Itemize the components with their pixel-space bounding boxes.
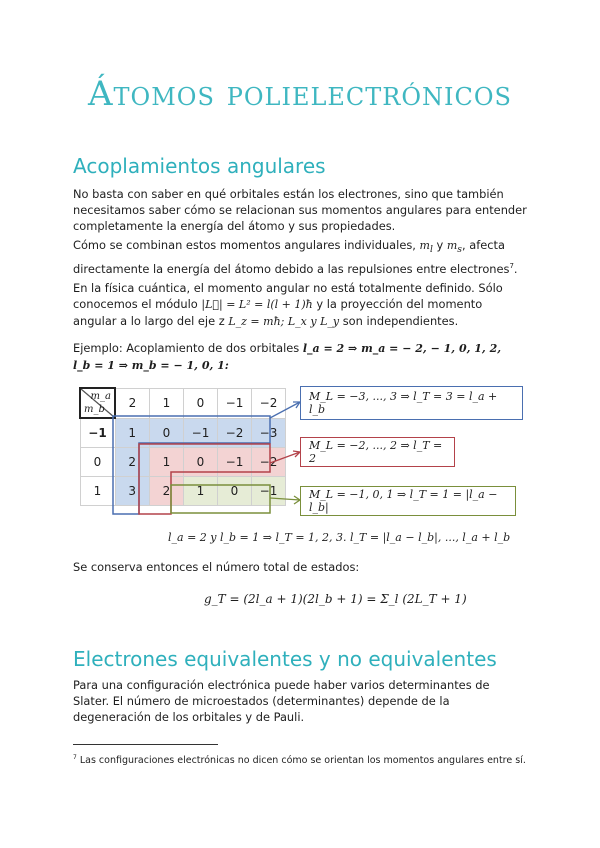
footnote-divider: [73, 744, 218, 745]
section-heading-acoplamientos: Acoplamientos angulares: [73, 154, 326, 178]
col-header: 2: [115, 388, 150, 418]
ml-symbol: $m_l$: [419, 239, 433, 256]
table-cell: 0: [150, 418, 184, 448]
paragraph-example: Ejemplo: Acoplamiento de dos orbitales l_a = 2 ⇒ m_a = − 2, − 1, 0, 1, 2, l_b = 1 ⇒ m_b = − 1, 0, 1:: [73, 341, 502, 372]
table-cell: −2: [218, 418, 252, 448]
col-header: −1: [218, 388, 252, 418]
table-cell: 1: [184, 477, 218, 506]
table-cell: −2: [252, 448, 286, 477]
states-equation: g_T = (2l_a + 1)(2l_b + 1) = Σ_l (2L_T + 1): [204, 592, 467, 606]
col-header: −2: [252, 388, 286, 418]
table-cell: 0: [218, 477, 252, 506]
table-cell: −1: [184, 418, 218, 448]
col-header: 1: [150, 388, 184, 418]
table-cell: 2: [115, 448, 150, 477]
paragraph-combination: Cómo se combinan estos momentos angulares individuales, $m_l$ y $m_s$, afecta directamente la energía del átomo debido a las repulsiones entre electrones$^7$.: [73, 238, 518, 276]
box-lt-1: M_L = −1, 0, 1 ⇒ l_T = 1 = |l_a − l_b|: [300, 486, 516, 516]
box-lt-3: M_L = −3, ..., 3 ⇒ l_T = 3 = l_a + l_b: [300, 386, 523, 420]
example-equation-a: l_a = 2 ⇒ m_a = − 2, − 1, 0, 1, 2,: [302, 342, 502, 355]
green-region-outline: [171, 485, 270, 513]
table-cell: −1: [218, 448, 252, 477]
col-header: 0: [184, 388, 218, 418]
footnote: $^7$ Las configuraciones electrónicas no dicen cómo se orientan los momentos angulares entre sí.: [73, 754, 526, 767]
table-cell: 2: [150, 477, 184, 506]
blue-arrow: [270, 402, 300, 418]
red-arrow: [270, 452, 300, 463]
paragraph-slater: Para una configuración electrónica puede haber varios determinantes de Slater. El número de microestados (determinantes) depende de la degeneración de los orbitales y de Pauli.: [73, 678, 490, 724]
module-equation: |L⃗| = L² = l(l + 1)ħ: [201, 298, 313, 311]
row-header: −1: [80, 418, 115, 448]
red-region-outline: [139, 444, 270, 514]
table-corner: m_a m_b: [80, 388, 115, 418]
table-cell: 1: [115, 418, 150, 448]
blue-region-outline: [113, 416, 270, 514]
page-title: Átomos polielectrónicos: [87, 74, 513, 114]
paragraph-intro: No basta con saber en qué orbitales están los electrones, sino que también necesitamos saber cómo se relacionan sus momentos angulares para entender completamente la energía del átomo y sus propiedades.: [73, 187, 527, 233]
row-header: 1: [80, 477, 115, 506]
table-cell: 1: [150, 448, 184, 477]
example-equation-b: l_b = 1 ⇒ m_b = − 1, 0, 1:: [73, 359, 229, 372]
paragraph-quantum: En la física cuántica, el momento angular no está totalmente definido. Sólo conocemos el módulo |L⃗| = L² = l(l + 1)ħ y la proyección del momento angular a lo largo del eje z L_z = mħ; L_x y L_y son independientes.: [73, 281, 503, 328]
green-arrow: [270, 498, 300, 500]
ms-symbol: $m_s$: [446, 239, 462, 256]
row-header: 0: [80, 448, 115, 477]
summary-equation: l_a = 2 y l_b = 1 ⇒ l_T = 1, 2, 3. l_T = |l_a − l_b|, ..., l_a + l_b: [168, 531, 511, 544]
table-cell: 3: [115, 477, 150, 506]
projection-equation: L_z = mħ; L_x y L_y: [228, 315, 340, 328]
paragraph-states: Se conserva entonces el número total de estados:: [73, 560, 360, 574]
footnote-ref: 7: [509, 262, 514, 271]
table-cell: −1: [252, 477, 286, 506]
table-cell: 0: [184, 448, 218, 477]
table-cell: −3: [252, 418, 286, 448]
section-heading-equivalentes: Electrones equivalentes y no equivalentes: [73, 647, 497, 671]
box-lt-2: M_L = −2, ..., 2 ⇒ l_T = 2: [300, 437, 455, 467]
